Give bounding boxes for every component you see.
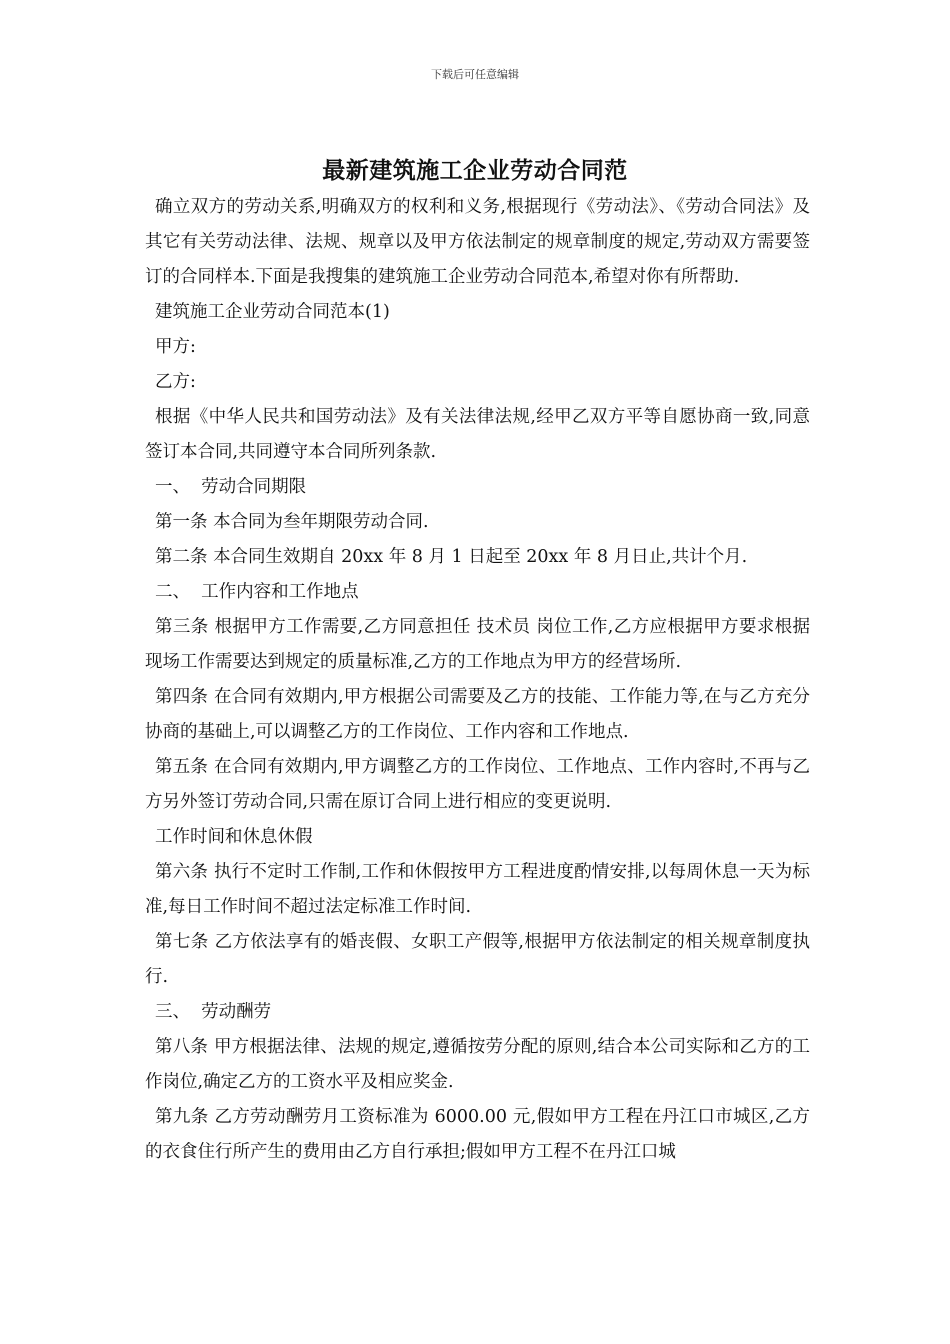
- article-7: 第七条 乙方依法享有的婚丧假、女职工产假等,根据甲方依法制定的相关规章制度执行.: [145, 932, 810, 987]
- article-4: 第四条 在合同有效期内,甲方根据公司需要及乙方的技能、工作能力等,在与乙方充分协商的基础上,可以调整乙方的工作岗位、工作内容和工作地点.: [145, 687, 810, 742]
- section-heading-contract-term: 一、 劳动合同期限: [155, 477, 307, 497]
- section-heading-work-content: 二、 工作内容和工作地点: [155, 582, 359, 602]
- document-body: [145, 190, 810, 1170]
- article-5: 第五条 在合同有效期内,甲方调整乙方的工作岗位、工作地点、工作内容时,不再与乙方另外签订劳动合同,只需在原订合同上进行相应的变更说明.: [145, 757, 810, 812]
- article-2: 第二条 本合同生效期自 20xx 年 8 月 1 日起至 20xx 年 8 月日止,共计个月.: [155, 547, 748, 567]
- preamble-paragraph: 根据《中华人民共和国劳动法》及有关法律法规,经甲乙双方平等自愿协商一致,同意签订本合同,共同遵守本合同所列条款.: [145, 407, 810, 462]
- section-heading-work-hours: 工作时间和休息休假: [155, 827, 313, 847]
- document-title: 最新建筑施工企业劳动合同范: [322, 157, 628, 184]
- party-b-line: 乙方:: [155, 372, 196, 392]
- article-3: 第三条 根据甲方工作需要,乙方同意担任 技术员 岗位工作,乙方应根据甲方要求根据现场工作需要达到规定的质量标准,乙方的工作地点为甲方的经营场所.: [145, 617, 810, 672]
- party-a-line: 甲方:: [155, 337, 196, 357]
- article-8: 第八条 甲方根据法律、法规的规定,遵循按劳分配的原则,结合本公司实际和乙方的工作岗位,确定乙方的工资水平及相应奖金.: [145, 1037, 810, 1092]
- intro-paragraph: 确立双方的劳动关系,明确双方的权利和义务,根据现行《劳动法》、《劳动合同法》及其它有关劳动法律、法规、规章以及甲方依法制定的规章制度的规定,劳动双方需要签订的合同样本.下面是我搜集的建筑施工企业劳动合同范本,希望对你有所帮助.: [145, 197, 810, 287]
- section-heading-sample-1: 建筑施工企业劳动合同范本(1): [155, 302, 390, 322]
- article-1: 第一条 本合同为叁年期限劳动合同.: [155, 512, 429, 532]
- article-6: 第六条 执行不定时工作制,工作和休假按甲方工程进度酌情安排,以每周休息一天为标准,每日工作时间不超过法定标准工作时间.: [145, 862, 810, 917]
- section-heading-remuneration: 三、 劳动酬劳: [155, 1002, 272, 1022]
- article-9: 第九条 乙方劳动酬劳月工资标准为 6000.00 元,假如甲方工程在丹江口市城区,乙方的衣食住行所产生的费用由乙方自行承担;假如甲方工程不在丹江口城: [145, 1107, 810, 1162]
- page-header-note: 下载后可任意编辑: [431, 68, 519, 81]
